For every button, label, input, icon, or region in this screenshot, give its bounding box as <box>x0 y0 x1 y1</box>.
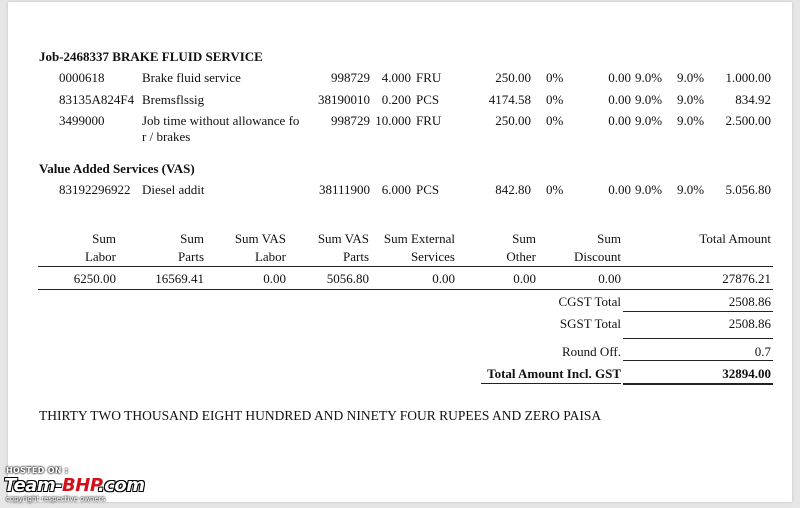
item-discount-amt: 0.00 <box>608 182 631 197</box>
item-amount: 2.500.00 <box>725 113 771 128</box>
summary-value-vas-parts: 5056.80 <box>326 271 369 286</box>
summary-value-labor: 6250.00 <box>73 271 116 286</box>
summary-header-vas-labor <box>213 231 286 265</box>
item-hsn: 38190010 <box>318 92 370 107</box>
item-cgst: 9.0% <box>635 70 663 85</box>
summary-values-rule <box>38 289 773 290</box>
sgst-label: SGST Total <box>559 316 621 331</box>
item-discount-amt: 0.00 <box>608 70 631 85</box>
summary-header-vas-parts <box>293 231 369 265</box>
item-unit: FRU <box>416 113 442 128</box>
cgst-rule <box>623 311 773 312</box>
grand-total-label: Total Amount Incl. GST <box>487 366 621 381</box>
item-cgst: 9.0% <box>635 92 663 107</box>
watermark-hosted-text: HOSTED ON : <box>6 466 69 475</box>
grand-total-label-rule <box>481 383 621 384</box>
summary-header-parts <box>134 231 204 265</box>
item-hsn: 998729 <box>331 113 370 128</box>
item-sgst: 9.0% <box>677 182 705 197</box>
item-hsn: 38111900 <box>318 182 370 197</box>
summary-header-labor <box>48 231 116 265</box>
item-price: 842.80 <box>495 182 531 197</box>
item-cgst: 9.0% <box>635 113 663 128</box>
item-amount: 834.92 <box>735 92 771 107</box>
team-bhp-logo <box>4 475 145 496</box>
amount-in-words: THIRTY TWO THOUSAND EIGHT HUNDRED AND NINETY FOUR RUPEES AND ZERO PAISA <box>39 408 602 423</box>
item-cgst: 9.0% <box>635 182 663 197</box>
header-line-1: Sum <box>180 231 204 246</box>
header-line-1: Sum VAS <box>317 231 369 246</box>
item-description: Job time without allowance fo <box>142 113 300 128</box>
item-qty: 0.200 <box>381 92 411 107</box>
summary-header-total <box>648 231 771 247</box>
item-price: 250.00 <box>495 70 531 85</box>
round-off-rule <box>623 360 773 361</box>
summary-header-external <box>370 231 455 265</box>
grand-total-value-rule <box>623 383 773 385</box>
item-discount-pct: 0% <box>546 92 564 107</box>
item-sgst: 9.0% <box>677 113 705 128</box>
item-description-continued: r / brakes <box>142 129 191 144</box>
logo-part-bhp: BHP <box>62 475 98 496</box>
summary-value-discount: 0.00 <box>598 271 621 286</box>
item-description: Bremsflssig <box>142 92 205 107</box>
item-code: 83135A824F4 <box>59 92 135 107</box>
item-discount-pct: 0% <box>546 113 564 128</box>
header-line-1: Sum <box>512 231 536 246</box>
round-off-label: Round Off. <box>562 344 621 359</box>
header-line-1: Sum VAS <box>234 231 286 246</box>
item-unit: PCS <box>416 182 440 197</box>
header-line-1: Sum External <box>383 231 455 246</box>
header-line-2: Other <box>506 249 536 264</box>
item-sgst: 9.0% <box>677 92 705 107</box>
item-qty: 6.000 <box>381 182 411 197</box>
header-line-1: Sum <box>597 231 621 246</box>
header-line-1: Total Amount <box>699 231 771 246</box>
summary-value-other: 0.00 <box>513 271 536 286</box>
summary-header-rule <box>38 266 773 267</box>
header-line-2: Parts <box>343 249 369 264</box>
summary-value-external: 0.00 <box>432 271 455 286</box>
team-bhp-watermark <box>4 466 204 504</box>
item-hsn: 998729 <box>331 70 370 85</box>
item-discount-amt: 0.00 <box>608 92 631 107</box>
item-amount: 5.056.80 <box>725 182 771 197</box>
invoice-page <box>8 2 792 502</box>
header-line-2: Parts <box>178 249 204 264</box>
summary-value-parts: 16569.41 <box>155 271 204 286</box>
item-discount-pct: 0% <box>546 70 564 85</box>
summary-value-total: 27876.21 <box>722 271 771 286</box>
header-line-1: Sum <box>92 231 116 246</box>
vas-title: Value Added Services (VAS) <box>39 161 195 176</box>
sgst-value: 2508.86 <box>728 316 771 331</box>
item-code: 83192296922 <box>59 182 131 197</box>
item-price: 4174.58 <box>488 92 531 107</box>
cgst-value: 2508.86 <box>728 294 771 309</box>
item-qty: 10.000 <box>375 113 411 128</box>
logo-part-com: .com <box>97 475 145 496</box>
item-discount-amt: 0.00 <box>608 113 631 128</box>
item-code: 0000618 <box>59 70 105 85</box>
round-off-value: 0.7 <box>754 344 771 359</box>
item-unit: PCS <box>416 92 440 107</box>
item-amount: 1.000.00 <box>725 70 771 85</box>
grand-total-value: 32894.00 <box>722 366 771 381</box>
item-discount-pct: 0% <box>546 182 564 197</box>
item-description: Brake fluid service <box>142 70 241 85</box>
watermark-copyright: copyright respective owners <box>6 495 106 503</box>
job-title: Job-2468337 BRAKE FLUID SERVICE <box>39 49 263 64</box>
logo-part-team: Team- <box>4 475 63 496</box>
header-line-2: Discount <box>574 249 621 264</box>
summary-header-other <box>468 231 536 265</box>
item-description: Diesel addit <box>142 182 205 197</box>
item-unit: FRU <box>416 70 442 85</box>
sgst-rule <box>623 338 773 339</box>
item-code: 3499000 <box>59 113 105 128</box>
header-line-2: Services <box>410 249 455 264</box>
item-price: 250.00 <box>495 113 531 128</box>
item-qty: 4.000 <box>381 70 411 85</box>
header-line-2: Labor <box>84 249 116 264</box>
summary-value-vas-labor: 0.00 <box>263 271 286 286</box>
item-sgst: 9.0% <box>677 70 705 85</box>
header-line-2: Labor <box>254 249 286 264</box>
summary-header-discount <box>548 231 621 265</box>
cgst-label: CGST Total <box>558 294 621 309</box>
